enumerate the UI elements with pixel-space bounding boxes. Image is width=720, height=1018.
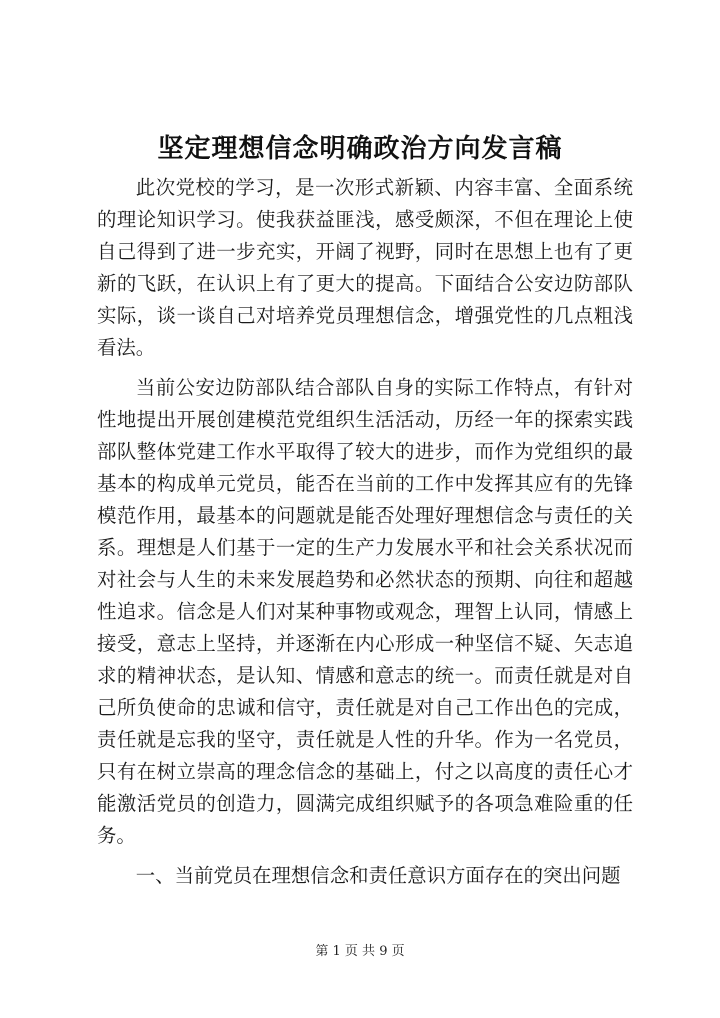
page-footer: 第 1 页 共 9 页 [315, 944, 405, 959]
document-body [97, 172, 633, 892]
paragraph-intro: 此次党校的学习，是一次形式新颖、内容丰富、全面系统的理论知识学习。使我获益匪浅，感受颇深，不但在理论上使自己得到了进一步充实，开阔了视野，同时在思想上也有了更新的飞跃，在认识上有了更大的提高。下面结合公安边防部队实际，谈一谈自己对培养党员理想信念，增强党性的几点粗浅看法。 [97, 176, 633, 359]
document-title: 坚定理想信念明确政治方向发言稿 [157, 134, 563, 164]
paragraph-main: 当前公安边防部队结合部队自身的实际工作特点，有针对性地提出开展创建模范党组织生活活动，历经一年的探索实践部队整体党建工作水平取得了较大的进步，而作为党组织的最基本的构成单元党员，能否在当前的工作中发挥其应有的先锋模范作用，最基本的问题就是能否处理好理想信念与责任的关系。理想是人们基于一定的生产力发展水平和社会关系状况而对社会与人生的未来发展趋势和必然状态的预期、向往和超越性追求。信念是人们对某种事物或观念，理智上认同，情感上接受，意志上坚持，并逐渐在内心形成一种坚信不疑、矢志追求的精神状态，是认知、情感和意志的统一。而责任就是对自己所负使命的忠诚和信守，责任就是对自己工作出色的完成，责任就是忘我的坚守，责任就是人性的升华。作为一名党员，只有在树立崇高的理念信念的基础上，付之以高度的责任心才能激活党员的创造力，圆满完成组织赋予的各项急难险重的任务。 [97, 376, 633, 847]
section-heading: 一、当前党员在理想信念和责任意识方面存在的突出问题 [135, 864, 621, 887]
